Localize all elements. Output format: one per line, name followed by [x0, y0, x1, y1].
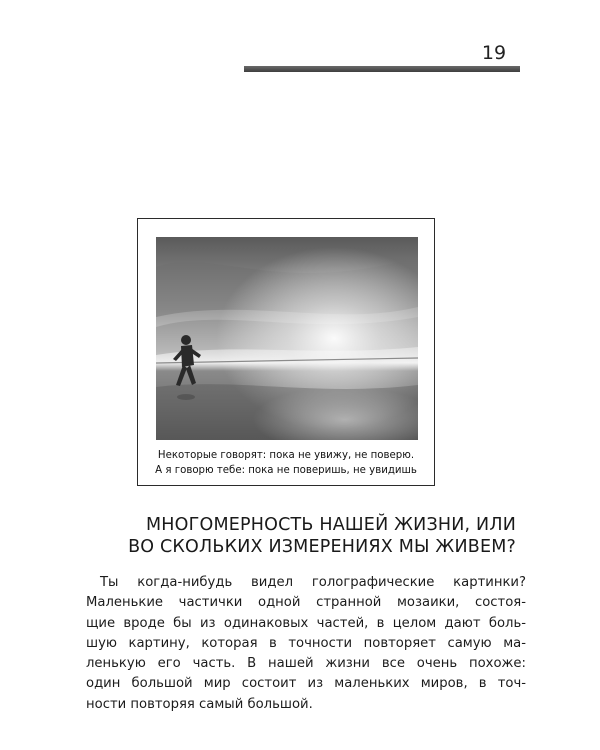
section-title: [70, 514, 516, 558]
body-line: Маленькие частички одной странной мозаики, состоя-: [86, 595, 526, 611]
page-number: 19: [481, 42, 507, 64]
child-reflection: [177, 394, 195, 400]
section-title-line: МНОГОМЕРНОСТЬ НАШЕЙ ЖИЗНИ, ИЛИ: [145, 515, 516, 535]
header-rule: [244, 66, 520, 72]
body-paragraph: [86, 573, 526, 715]
body-line: один большой мир состоит из маленьких миров, в точ-: [86, 676, 526, 692]
caption-line: Некоторые говорят: пока не увижу, не поверю.: [157, 450, 415, 461]
body-line: шую картину, которая в точности повторяет самую ма-: [86, 635, 526, 651]
section-title-line: ВО СКОЛЬКИХ ИЗМЕРЕНИЯХ МЫ ЖИВЕМ?: [128, 537, 516, 557]
body-line: щие вроде бы из одинаковых частей, в целом дают боль-: [86, 615, 526, 631]
body-line: Ты когда-нибудь видел голографические картинки?: [100, 575, 526, 590]
body-line: ности повторяя самый большой.: [86, 696, 313, 712]
beach-photo: [156, 237, 418, 440]
caption-line: А я говорю тебе: пока не поверишь, не увидишь: [155, 465, 417, 476]
body-line: ленькую его часть. В нашей жизни все очень похоже:: [86, 656, 526, 672]
figure-frame: [137, 218, 435, 486]
photo-wet-sand: [156, 384, 418, 440]
figure-caption: [138, 448, 434, 478]
